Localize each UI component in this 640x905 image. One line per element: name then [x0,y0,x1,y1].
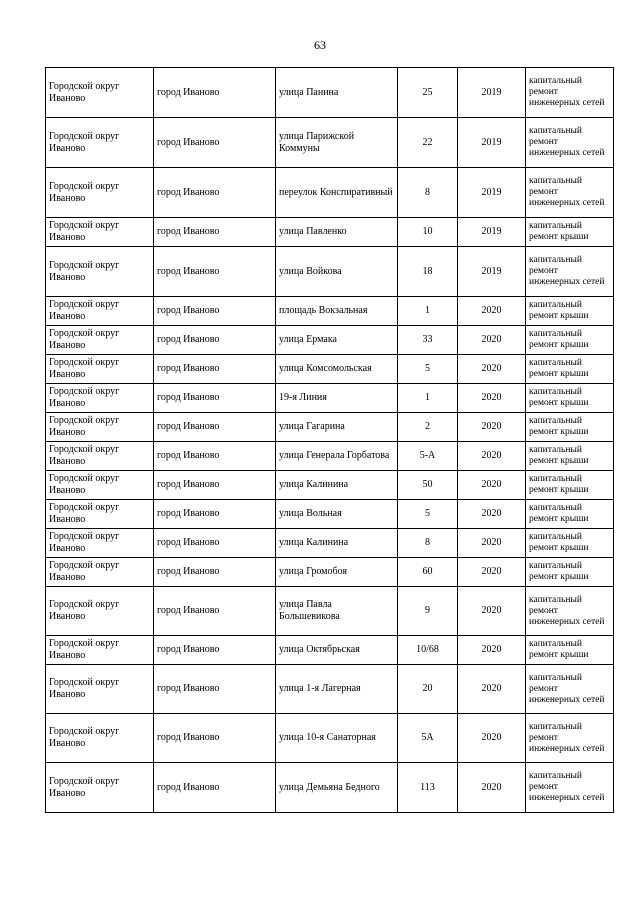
cell-city: город Иваново [154,471,276,500]
cell-work: капитальный ремонт крыши [526,558,614,587]
cell-district: Городской округ Иваново [46,355,154,384]
cell-district: Городской округ Иваново [46,500,154,529]
cell-house: 1 [398,384,458,413]
cell-work: капитальный ремонт инженерных сетей [526,168,614,218]
cell-house: 5А [398,714,458,763]
cell-house: 22 [398,118,458,168]
cell-street: улица Павла Большевикова [276,587,398,636]
table-row [46,384,614,413]
cell-district: Городской округ Иваново [46,558,154,587]
table-body [46,68,614,813]
cell-year: 2020 [458,355,526,384]
cell-house: 8 [398,168,458,218]
cell-work: капитальный ремонт крыши [526,500,614,529]
cell-district: Городской округ Иваново [46,297,154,326]
table-row [46,529,614,558]
cell-city: город Иваново [154,413,276,442]
cell-work: капитальный ремонт инженерных сетей [526,68,614,118]
cell-street: 19-я Линия [276,384,398,413]
cell-district: Городской округ Иваново [46,471,154,500]
cell-house: 50 [398,471,458,500]
housing-registry-table [45,67,614,813]
table-row [46,68,614,118]
cell-city: город Иваново [154,442,276,471]
cell-work: капитальный ремонт инженерных сетей [526,587,614,636]
cell-house: 5 [398,355,458,384]
table-row [46,118,614,168]
cell-city: город Иваново [154,297,276,326]
cell-district: Городской округ Иваново [46,529,154,558]
cell-year: 2019 [458,218,526,247]
cell-house: 20 [398,665,458,714]
cell-house: 8 [398,529,458,558]
table-row [46,413,614,442]
cell-house: 5-А [398,442,458,471]
cell-house: 9 [398,587,458,636]
cell-house: 33 [398,326,458,355]
cell-district: Городской округ Иваново [46,218,154,247]
cell-district: Городской округ Иваново [46,714,154,763]
cell-street: улица Ермака [276,326,398,355]
cell-year: 2020 [458,326,526,355]
cell-city: город Иваново [154,587,276,636]
cell-year: 2019 [458,118,526,168]
cell-street: улица Гагарина [276,413,398,442]
cell-work: капитальный ремонт крыши [526,471,614,500]
cell-district: Городской округ Иваново [46,636,154,665]
cell-year: 2020 [458,384,526,413]
cell-work: капитальный ремонт инженерных сетей [526,118,614,168]
cell-district: Городской округ Иваново [46,326,154,355]
cell-district: Городской округ Иваново [46,665,154,714]
cell-city: город Иваново [154,636,276,665]
table-row [46,636,614,665]
cell-city: город Иваново [154,118,276,168]
cell-street: площадь Вокзальная [276,297,398,326]
cell-work: капитальный ремонт крыши [526,529,614,558]
table-row [46,500,614,529]
table-row [46,247,614,297]
page-number: 63 [314,38,326,52]
cell-district: Городской округ Иваново [46,587,154,636]
cell-street: улица Демьяна Бедного [276,763,398,813]
cell-year: 2019 [458,168,526,218]
cell-city: город Иваново [154,558,276,587]
cell-city: город Иваново [154,218,276,247]
cell-year: 2020 [458,558,526,587]
cell-street: улица Калинина [276,471,398,500]
cell-street: улица Комсомольская [276,355,398,384]
table-row [46,471,614,500]
cell-work: капитальный ремонт инженерных сетей [526,714,614,763]
cell-year: 2020 [458,500,526,529]
table-row [46,355,614,384]
cell-city: город Иваново [154,384,276,413]
cell-house: 113 [398,763,458,813]
cell-work: капитальный ремонт крыши [526,297,614,326]
cell-street: улица Калинина [276,529,398,558]
cell-work: капитальный ремонт крыши [526,413,614,442]
cell-year: 2019 [458,247,526,297]
table-row [46,297,614,326]
cell-district: Городской округ Иваново [46,384,154,413]
cell-city: город Иваново [154,714,276,763]
cell-street: улица Генерала Горбатова [276,442,398,471]
cell-city: город Иваново [154,500,276,529]
cell-street: улица Панина [276,68,398,118]
cell-district: Городской округ Иваново [46,413,154,442]
cell-house: 2 [398,413,458,442]
cell-work: капитальный ремонт крыши [526,636,614,665]
cell-work: капитальный ремонт инженерных сетей [526,763,614,813]
cell-city: город Иваново [154,326,276,355]
cell-work: капитальный ремонт крыши [526,326,614,355]
cell-district: Городской округ Иваново [46,168,154,218]
cell-work: капитальный ремонт инженерных сетей [526,247,614,297]
cell-year: 2020 [458,587,526,636]
cell-work: капитальный ремонт крыши [526,384,614,413]
cell-work: капитальный ремонт крыши [526,355,614,384]
cell-work: капитальный ремонт крыши [526,218,614,247]
cell-house: 10 [398,218,458,247]
cell-year: 2020 [458,665,526,714]
cell-district: Городской округ Иваново [46,68,154,118]
cell-street: улица Войкова [276,247,398,297]
cell-work: капитальный ремонт крыши [526,442,614,471]
cell-district: Городской округ Иваново [46,118,154,168]
cell-district: Городской округ Иваново [46,442,154,471]
table-row [46,326,614,355]
cell-year: 2020 [458,529,526,558]
cell-district: Городской округ Иваново [46,247,154,297]
cell-year: 2020 [458,442,526,471]
table-row [46,218,614,247]
cell-city: город Иваново [154,355,276,384]
cell-year: 2020 [458,636,526,665]
cell-city: город Иваново [154,168,276,218]
cell-street: улица 10-я Санаторная [276,714,398,763]
cell-year: 2019 [458,68,526,118]
table-row [46,558,614,587]
cell-work: капитальный ремонт инженерных сетей [526,665,614,714]
cell-year: 2020 [458,413,526,442]
cell-year: 2020 [458,471,526,500]
table-row [46,763,614,813]
cell-house: 10/68 [398,636,458,665]
table-row [46,665,614,714]
cell-house: 60 [398,558,458,587]
cell-street: улица Вольная [276,500,398,529]
cell-city: город Иваново [154,529,276,558]
cell-street: переулок Конспиративный [276,168,398,218]
cell-street: улица 1-я Лагерная [276,665,398,714]
table-row [46,442,614,471]
cell-house: 25 [398,68,458,118]
cell-house: 5 [398,500,458,529]
cell-city: город Иваново [154,763,276,813]
cell-year: 2020 [458,714,526,763]
cell-city: город Иваново [154,68,276,118]
table-row [46,714,614,763]
cell-city: город Иваново [154,247,276,297]
cell-house: 1 [398,297,458,326]
cell-street: улица Громобоя [276,558,398,587]
table-row [46,168,614,218]
cell-city: город Иваново [154,665,276,714]
cell-street: улица Октябрьская [276,636,398,665]
cell-year: 2020 [458,763,526,813]
cell-street: улица Парижской Коммуны [276,118,398,168]
cell-district: Городской округ Иваново [46,763,154,813]
cell-year: 2020 [458,297,526,326]
cell-house: 18 [398,247,458,297]
table-row [46,587,614,636]
cell-street: улица Павленко [276,218,398,247]
